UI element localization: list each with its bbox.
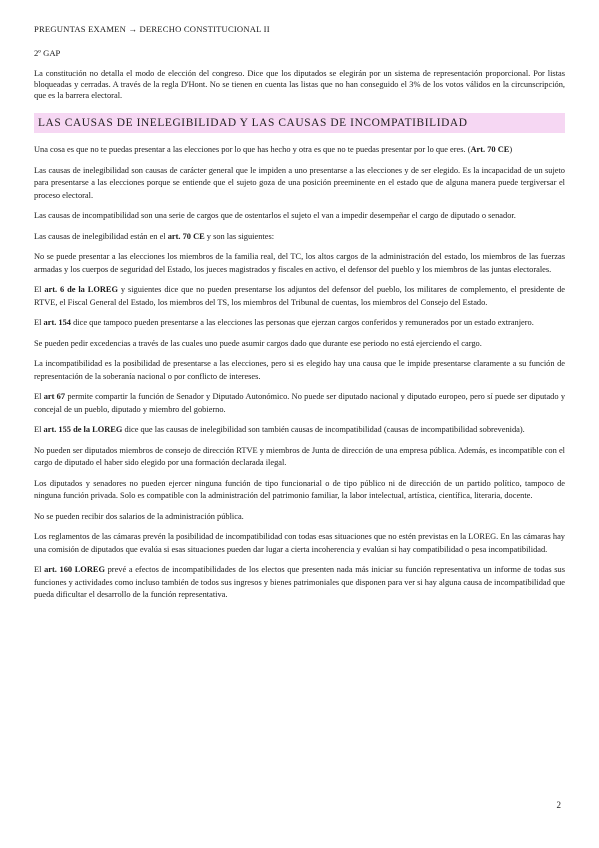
body-paragraph [34, 284, 565, 309]
body-paragraph [34, 445, 565, 470]
paragraph-text: El [34, 425, 44, 434]
article-reference: art. 160 LOREG [44, 565, 105, 574]
paragraph-text: No se puede presentar a las elecciones los miembros de la familia real, del TC, los altos cargos de la administración del estado, los miembros de las fuerzas armadas y los cuerpos de seguridad del Estado, los jueces magistrados y fiscales en activo, el defensor del pueblo y los miembros de las juntas electorales. [34, 252, 565, 274]
body-paragraph [34, 317, 565, 330]
body-paragraph [34, 338, 565, 351]
breadcrumb: PREGUNTAS EXAMEN → DERECHO CONSTITUCIONAL II [34, 24, 270, 34]
paragraph-text: dice que tampoco pueden presentarse a las elecciones las personas que ejerzan cargos conferidos y remunerados por un estado extranjero. [71, 318, 534, 327]
paragraph-text: El [34, 565, 45, 574]
body-paragraph [34, 511, 565, 524]
body-paragraph [34, 231, 565, 244]
article-reference: art. 154 [43, 318, 71, 327]
article-reference: Art. 70 CE [470, 145, 510, 154]
paragraph-text: Se pueden pedir excedencias a través de las cuales uno puede asumir cargos dado que durante ese periodo no está ejerciendo el cargo. [34, 338, 482, 348]
article-reference: art. 70 CE [167, 231, 205, 241]
body-paragraph [34, 391, 565, 416]
gap-title: 2º GAP [34, 48, 61, 58]
paragraph-text: prevé a efectos de incompatibilidades de los electos que presenten nada más iniciar su función representativa un informe de todas sus funciones y actividades como incluso también de todos sus ingresos y bienes patrimoniales que disponen para ver si hay alguna causa de incompatibilidad que pueda dificultar el desarrollo de la función representativa. [34, 565, 565, 599]
paragraph-text: Las causas de inelegibilidad son causas de carácter general que le impiden a uno presentarse a las elecciones y de ser elegido. Es la incapacidad de un sujeto para presentarse a las elecciones porque se entiende que el sujeto goza de una posición preeminente en el estado que de alguna manera puede tergiversar el proceso electoral. [34, 165, 565, 200]
intro-paragraph: La constitución no detalla el modo de elección del congreso. Dice que los diputados se elegirán por un sistema de representación proporcional. Por listas bloqueadas y cerradas. A través de la regla D'Hont. No se tienen en cuenta las listas que no han conseguido el 3% de los votos válidos en la circunscripción, que es la barrera electoral. [34, 69, 565, 100]
paragraph-text: Una cosa es que no te puedas presentar a las elecciones por lo que has hecho y otra es que no te puedas presentar por lo que eres. ( [34, 145, 471, 154]
body-paragraph [34, 165, 565, 203]
paragraph-text: Los diputados y senadores no pueden ejercer ninguna función de tipo funcionarial o de tipo público ni de dirección de un partido político, tampoco de ninguna función privada. Solo es compatible con la administración del patrimonio familiar, la labor intelectual, artística, científica, literaria, docente. [34, 478, 565, 500]
body-paragraph [34, 531, 565, 556]
body-paragraph [34, 358, 565, 383]
paragraph-text: Las causas de inelegibilidad están en el [34, 231, 168, 241]
body-paragraph [34, 144, 565, 157]
section-title: LAS CAUSAS DE INELEGIBILIDAD Y LAS CAUSAS DE INCOMPATIBILIDAD [34, 113, 565, 133]
paragraph-text: No pueden ser diputados miembros de consejo de dirección RTVE y miembros de Junta de dirección de una empresa pública. Además, es incompatible con el cargo de diputado el haber sido elegido por una formación declarada ilegal. [34, 445, 565, 467]
article-reference: art 67 [43, 392, 66, 401]
paragraph-text: y son las siguientes: [204, 231, 275, 241]
paragraph-text: La incompatibilidad es la posibilidad de presentarse a las elecciones, pero si es elegido hay una causa que le impide presentarse claramente a su función de representación de la soberanía nacional o por conflicto de intereses. [34, 359, 565, 381]
paragraph-text: El [34, 285, 45, 294]
body-paragraph [34, 251, 565, 276]
body-paragraph [34, 210, 565, 223]
body-paragraph [34, 424, 565, 437]
paragraph-text: No se pueden recibir dos salarios de la administración pública. [34, 511, 244, 521]
article-reference: art. 155 de la LOREG [43, 425, 123, 434]
paragraph-text: y siguientes dice que no pueden presentarse los adjuntos del defensor del pueblo, los militares de complemento, el presidente de RTVE, el Fiscal General del Estado, los miembros del TS, los miembros del Tribunal de cuentas, los miembros del Consejo del Estado. [34, 285, 565, 307]
paragraph-text: dice que las causas de inelegibilidad son también causas de incompatibilidad (causas de incompatibilidad sobrevenida). [122, 425, 525, 434]
body-paragraph [34, 564, 565, 602]
page-number: 2 [556, 800, 561, 810]
paragraph-text: permite compartir la función de Senador y Diputado Autonómico. No puede ser diputado nacional y diputado europeo, pero sí puede ser diputado y concejal de un pueblo, diputado y miembro del gobierno. [34, 392, 566, 414]
paragraph-text: Los reglamentos de las cámaras prevén la posibilidad de incompatibilidad con todas esas situaciones que no estén previstas en la LOREG. En las cámaras hay una comisión de diputados que evalúa si esas situaciones pueden dar lugar a cierta incoherencia y evalúan si hay compatibilidad o pesa incompatibilidad. [34, 532, 565, 554]
body-paragraph [34, 478, 565, 503]
body-paragraphs [34, 144, 565, 602]
paragraph-text: ) [509, 145, 513, 154]
article-reference: art. 6 de la LOREG [44, 285, 118, 294]
paragraph-text: El [34, 392, 44, 401]
paragraph-text: El [34, 318, 44, 327]
paragraph-text: Las causas de incompatibilidad son una serie de cargos que de ostentarlos el sujeto el van a impedir desempeñar el cargo de diputado o senador. [34, 211, 516, 220]
